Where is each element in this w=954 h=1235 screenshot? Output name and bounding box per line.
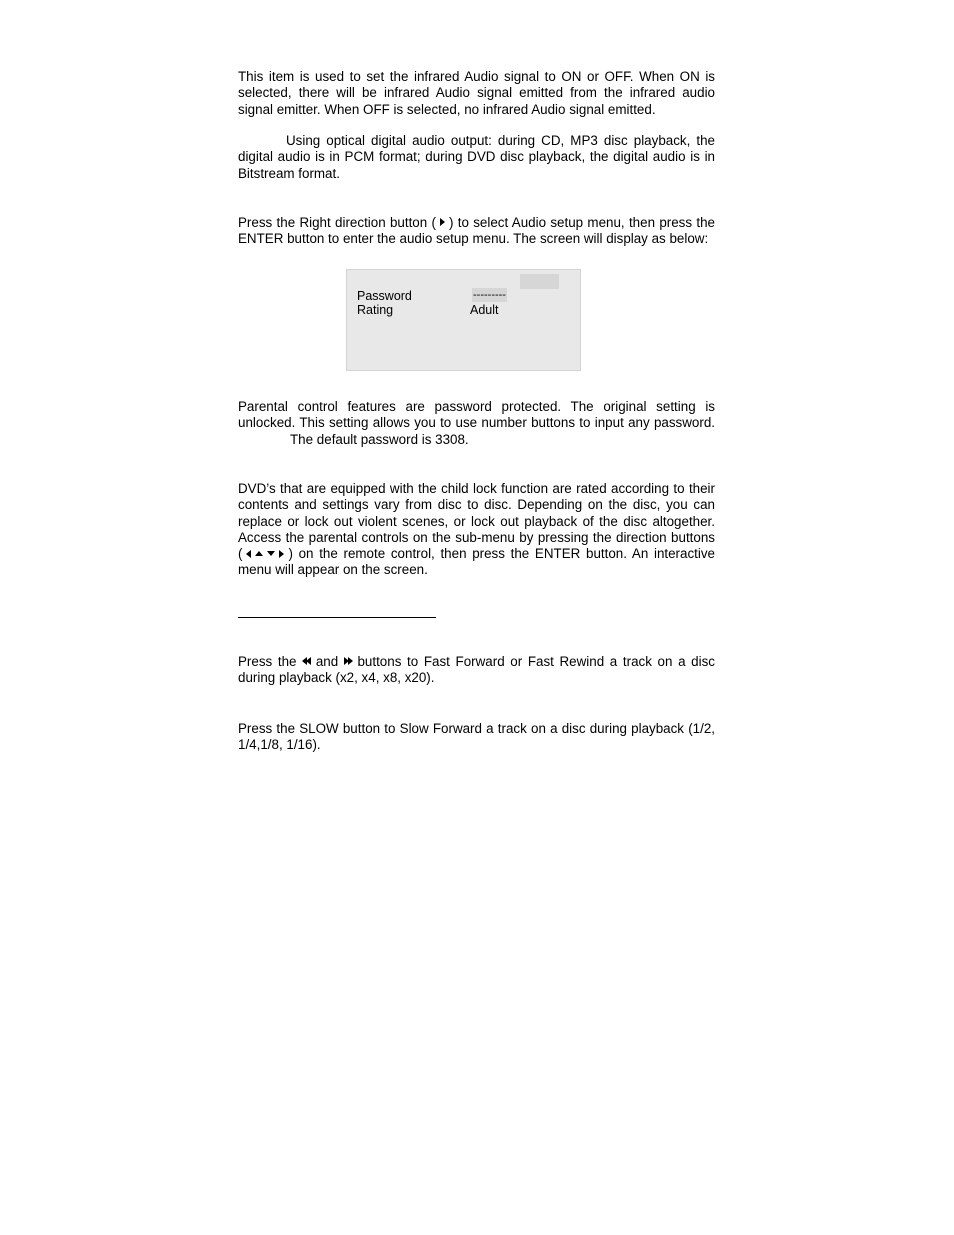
default-password-text: The default password is 3308. — [290, 431, 469, 447]
password-label: Password — [357, 289, 412, 303]
optical-audio-paragraph — [238, 133, 715, 182]
fast-forward-text-end: buttons to Fast Forward or Fast Rewind a track on a disc during playback (x2, x4, x8, x20). — [238, 654, 715, 686]
audio-setup-paragraph — [238, 215, 715, 248]
infrared-audio-paragraph — [238, 69, 715, 118]
down-arrow-icon — [267, 551, 275, 556]
right-arrow-icon — [440, 218, 445, 226]
up-arrow-icon — [255, 551, 263, 556]
slow-forward-text: Press the SLOW button to Slow Forward a track on a disc during playback (1/2, 1/4,1/8, 1/16). — [238, 721, 715, 753]
fast-forward-icon — [344, 654, 352, 670]
right-arrow-icon — [279, 550, 284, 558]
menu-tab-highlight — [520, 274, 559, 289]
parental-control-paragraph — [238, 399, 715, 448]
child-lock-text-end: ) on the remote control, then press the ENTER button. An interactive menu will appear on the screen. — [238, 546, 715, 578]
child-lock-paragraph — [238, 481, 715, 579]
infrared-audio-text: This item is used to set the infrared Audio signal to ON or OFF. When ON is selected, there will be infrared Audio signal emitted from the infrared audio signal emitter. When OFF is selected, no infrared Audio signal emitted. — [238, 69, 715, 117]
audio-setup-text-start: Press the Right direction button ( — [238, 215, 436, 230]
slow-forward-paragraph — [238, 721, 715, 754]
optical-audio-text: Using optical digital audio output: during CD, MP3 disc playback, the digital audio is in PCM format; during DVD disc playback, the digital audio is in Bitstream format. — [238, 133, 715, 181]
fast-rewind-icon — [302, 654, 310, 670]
rating-label: Rating — [357, 303, 394, 317]
left-arrow-icon — [246, 550, 251, 558]
password-field[interactable]: --------- — [473, 289, 506, 301]
rating-value[interactable]: Adult — [470, 303, 499, 317]
section-divider — [238, 617, 436, 618]
audio-setup-text-end: ) to select Audio setup menu, then press the ENTER button to enter the audio setup menu. The screen will display as below: — [238, 215, 715, 247]
parental-control-text: Parental control features are password protected. The original setting is unlocked. This setting allows you to use number buttons to input any password. — [238, 399, 715, 431]
setup-menu-screen — [346, 269, 581, 371]
fast-forward-paragraph — [238, 654, 715, 687]
fast-forward-text-start: Press the — [238, 654, 297, 669]
fast-forward-text-and: and — [315, 654, 339, 669]
child-lock-text-start: DVD’s that are equipped with the child lock function are rated according to their contents and settings vary from disc to disc. Depending on the disc, you can replace or lock out violent scenes, or lock out playback of the disc altogether. Access the parental controls on the sub-menu by pressing the direction buttons ( — [238, 481, 715, 562]
